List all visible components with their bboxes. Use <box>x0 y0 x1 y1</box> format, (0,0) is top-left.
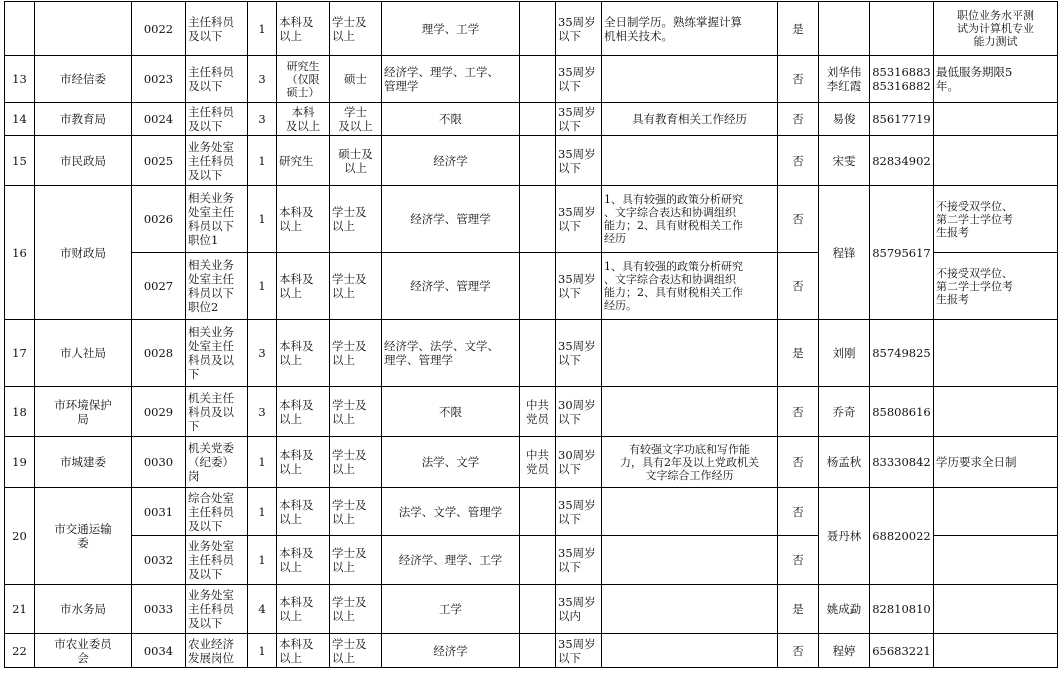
position-name: 主任科员 及以下 <box>186 2 248 56</box>
political-status <box>520 634 556 668</box>
department: 市环境保护 局 <box>35 387 132 437</box>
contact-person: 刘刚 <box>819 320 870 387</box>
political-status: 中共 党员 <box>520 437 556 488</box>
position-name: 相关业务 处室主任 科员及以 下 <box>186 320 248 387</box>
contact-person: 刘华伟 李红霞 <box>819 56 870 103</box>
other-conditions <box>602 488 778 536</box>
age-requirement: 35周岁 以内 <box>556 585 602 634</box>
contact-phone: 85617719 <box>870 103 934 136</box>
position-code: 0026 <box>132 186 186 253</box>
degree-requirement: 学士 及以上 <box>330 103 382 136</box>
education-requirement: 本科及 以上 <box>277 2 330 56</box>
other-conditions <box>602 634 778 668</box>
row-number: 21 <box>5 585 35 634</box>
contact-person: 姚成勐 <box>819 585 870 634</box>
major-requirement: 不限 <box>382 103 520 136</box>
other-conditions: 全日制学历。熟练掌握计算 机相关技术。 <box>602 2 778 56</box>
political-status <box>520 488 556 536</box>
position-name: 机关党委 （纪委） 岗 <box>186 437 248 488</box>
major-requirement: 工学 <box>382 585 520 634</box>
contact-person: 乔奇 <box>819 387 870 437</box>
major-requirement: 理学、工学 <box>382 2 520 56</box>
hiring-count: 3 <box>248 320 277 387</box>
contact-person <box>819 2 870 56</box>
position-code: 0029 <box>132 387 186 437</box>
position-name: 相关业务 处室主任 科员以下 职位2 <box>186 253 248 320</box>
hiring-count: 1 <box>248 634 277 668</box>
major-requirement: 经济学、理学、工学 <box>382 536 520 585</box>
row-number: 19 <box>5 437 35 488</box>
contact-phone: 85795617 <box>870 186 934 320</box>
row-number: 20 <box>5 488 35 585</box>
professional-exam: 是 <box>778 2 819 56</box>
degree-requirement: 学士及 以上 <box>330 536 382 585</box>
age-requirement: 30周岁 以下 <box>556 387 602 437</box>
remarks <box>934 320 1058 387</box>
major-requirement: 经济学、理学、工学、 管理学 <box>382 56 520 103</box>
hiring-count: 1 <box>248 536 277 585</box>
professional-exam: 否 <box>778 253 819 320</box>
position-name: 主任科员 及以下 <box>186 56 248 103</box>
hiring-count: 3 <box>248 56 277 103</box>
position-code: 0033 <box>132 585 186 634</box>
contact-phone: 65683221 <box>870 634 934 668</box>
remarks: 最低服务期限5 年。 <box>934 56 1058 103</box>
hiring-count: 3 <box>248 387 277 437</box>
professional-exam: 是 <box>778 320 819 387</box>
position-name: 业务处室 主任科员 及以下 <box>186 136 248 186</box>
professional-exam: 否 <box>778 634 819 668</box>
department: 市民政局 <box>35 136 132 186</box>
education-requirement: 本科及 以上 <box>277 634 330 668</box>
contact-phone: 85749825 <box>870 320 934 387</box>
age-requirement: 35周岁 以下 <box>556 103 602 136</box>
degree-requirement: 学士及 以上 <box>330 2 382 56</box>
position-name: 主任科员 及以下 <box>186 103 248 136</box>
table-row <box>5 2 1058 56</box>
professional-exam: 否 <box>778 103 819 136</box>
hiring-count: 1 <box>248 488 277 536</box>
contact-phone: 68820022 <box>870 488 934 585</box>
degree-requirement: 学士及 以上 <box>330 488 382 536</box>
political-status <box>520 320 556 387</box>
political-status <box>520 536 556 585</box>
contact-person: 杨孟秋 <box>819 437 870 488</box>
professional-exam: 否 <box>778 536 819 585</box>
remarks <box>934 136 1058 186</box>
row-number: 15 <box>5 136 35 186</box>
age-requirement: 35周岁 以下 <box>556 320 602 387</box>
contact-phone: 85316883 85316882 <box>870 56 934 103</box>
department: 市教育局 <box>35 103 132 136</box>
education-requirement: 本科及 以上 <box>277 320 330 387</box>
degree-requirement: 学士及 以上 <box>330 585 382 634</box>
degree-requirement: 学士及 以上 <box>330 437 382 488</box>
major-requirement: 经济学 <box>382 634 520 668</box>
professional-exam: 是 <box>778 585 819 634</box>
major-requirement: 经济学 <box>382 136 520 186</box>
remarks <box>934 103 1058 136</box>
position-code: 0034 <box>132 634 186 668</box>
position-code: 0030 <box>132 437 186 488</box>
other-conditions: 有较强文字功底和写作能 力，具有2年及以上党政机关 文字综合工作经历 <box>602 437 778 488</box>
department: 市水务局 <box>35 585 132 634</box>
remarks: 不接受双学位、 第二学士学位考 生报考 <box>934 186 1058 253</box>
professional-exam: 否 <box>778 437 819 488</box>
table-row <box>5 634 1058 668</box>
professional-exam: 否 <box>778 387 819 437</box>
remarks <box>934 387 1058 437</box>
position-code: 0022 <box>132 2 186 56</box>
table-row <box>5 136 1058 186</box>
row-number: 13 <box>5 56 35 103</box>
position-code: 0028 <box>132 320 186 387</box>
table-row <box>5 488 1058 536</box>
recruitment-table <box>4 1 1058 668</box>
row-number: 22 <box>5 634 35 668</box>
hiring-count: 3 <box>248 103 277 136</box>
table-row <box>5 56 1058 103</box>
age-requirement: 35周岁 以下 <box>556 253 602 320</box>
contact-phone: 85808616 <box>870 387 934 437</box>
row-number <box>5 2 35 56</box>
degree-requirement: 学士及 以上 <box>330 634 382 668</box>
position-name: 农业经济 发展岗位 <box>186 634 248 668</box>
other-conditions <box>602 585 778 634</box>
age-requirement: 35周岁 以下 <box>556 2 602 56</box>
hiring-count: 1 <box>248 437 277 488</box>
other-conditions <box>602 387 778 437</box>
position-code: 0027 <box>132 253 186 320</box>
hiring-count: 1 <box>248 186 277 253</box>
age-requirement: 30周岁 以下 <box>556 437 602 488</box>
department: 市人社局 <box>35 320 132 387</box>
age-requirement: 35周岁 以下 <box>556 488 602 536</box>
political-status <box>520 103 556 136</box>
education-requirement: 本科及 以上 <box>277 186 330 253</box>
position-code: 0025 <box>132 136 186 186</box>
department: 市经信委 <box>35 56 132 103</box>
row-number: 18 <box>5 387 35 437</box>
position-code: 0031 <box>132 488 186 536</box>
political-status <box>520 2 556 56</box>
political-status <box>520 136 556 186</box>
contact-phone: 82834902 <box>870 136 934 186</box>
education-requirement: 本科及 以上 <box>277 585 330 634</box>
education-requirement: 本科及 以上 <box>277 536 330 585</box>
position-code: 0032 <box>132 536 186 585</box>
table-row <box>5 103 1058 136</box>
degree-requirement: 硕士及 以上 <box>330 136 382 186</box>
remarks: 职位业务水平测 试为计算机专业 能力测试 <box>934 2 1058 56</box>
table-row <box>5 437 1058 488</box>
major-requirement: 经济学、管理学 <box>382 186 520 253</box>
education-requirement: 研究生 （仅限 硕士） <box>277 56 330 103</box>
remarks <box>934 634 1058 668</box>
other-conditions: 具有教育相关工作经历 <box>602 103 778 136</box>
table-row <box>5 387 1058 437</box>
position-name: 业务处室 主任科员 及以下 <box>186 585 248 634</box>
degree-requirement: 学士及 以上 <box>330 320 382 387</box>
department: 市城建委 <box>35 437 132 488</box>
age-requirement: 35周岁 以下 <box>556 136 602 186</box>
age-requirement: 35周岁 以下 <box>556 186 602 253</box>
remarks <box>934 488 1058 536</box>
table-row <box>5 585 1058 634</box>
professional-exam: 否 <box>778 56 819 103</box>
department: 市农业委员 会 <box>35 634 132 668</box>
position-name: 综合处室 主任科员 及以下 <box>186 488 248 536</box>
political-status <box>520 56 556 103</box>
hiring-count: 1 <box>248 2 277 56</box>
degree-requirement: 学士及 以上 <box>330 253 382 320</box>
contact-phone: 82810810 <box>870 585 934 634</box>
position-code: 0024 <box>132 103 186 136</box>
political-status: 中共 党员 <box>520 387 556 437</box>
table-row <box>5 320 1058 387</box>
contact-person: 宋雯 <box>819 136 870 186</box>
row-number: 14 <box>5 103 35 136</box>
other-conditions <box>602 320 778 387</box>
position-name: 机关主任 科员及以 下 <box>186 387 248 437</box>
degree-requirement: 学士及 以上 <box>330 186 382 253</box>
professional-exam: 否 <box>778 186 819 253</box>
contact-person: 程婷 <box>819 634 870 668</box>
remarks <box>934 536 1058 585</box>
professional-exam: 否 <box>778 488 819 536</box>
department: 市交通运输 委 <box>35 488 132 585</box>
table-row <box>5 186 1058 253</box>
department: 市财政局 <box>35 186 132 320</box>
other-conditions <box>602 536 778 585</box>
education-requirement: 研究生 <box>277 136 330 186</box>
political-status <box>520 585 556 634</box>
remarks: 不接受双学位、 第二学士学位考 生报考 <box>934 253 1058 320</box>
major-requirement: 经济学、法学、文学、 理学、管理学 <box>382 320 520 387</box>
major-requirement: 法学、文学、管理学 <box>382 488 520 536</box>
major-requirement: 不限 <box>382 387 520 437</box>
education-requirement: 本科及 以上 <box>277 437 330 488</box>
degree-requirement: 硕士 <box>330 56 382 103</box>
row-number: 17 <box>5 320 35 387</box>
remarks: 学历要求全日制 <box>934 437 1058 488</box>
position-code: 0023 <box>132 56 186 103</box>
professional-exam: 否 <box>778 136 819 186</box>
education-requirement: 本科及 以上 <box>277 488 330 536</box>
age-requirement: 35周岁 以下 <box>556 634 602 668</box>
contact-person: 易俊 <box>819 103 870 136</box>
age-requirement: 35周岁 以下 <box>556 536 602 585</box>
other-conditions: 1、具有较强的政策分析研究 、文字综合表达和协调组织 能力；2、具有财税相关工作 经历 <box>602 186 778 253</box>
major-requirement: 经济学、管理学 <box>382 253 520 320</box>
remarks <box>934 585 1058 634</box>
education-requirement: 本科及 以上 <box>277 253 330 320</box>
hiring-count: 1 <box>248 253 277 320</box>
hiring-count: 1 <box>248 136 277 186</box>
hiring-count: 4 <box>248 585 277 634</box>
education-requirement: 本科及 以上 <box>277 387 330 437</box>
contact-phone: 83330842 <box>870 437 934 488</box>
education-requirement: 本科 及以上 <box>277 103 330 136</box>
position-name: 业务处室 主任科员 及以下 <box>186 536 248 585</box>
degree-requirement: 学士及 以上 <box>330 387 382 437</box>
department <box>35 2 132 56</box>
position-name: 相关业务 处室主任 科员以下 职位1 <box>186 186 248 253</box>
row-number: 16 <box>5 186 35 320</box>
political-status <box>520 186 556 253</box>
major-requirement: 法学、文学 <box>382 437 520 488</box>
other-conditions <box>602 136 778 186</box>
contact-person: 聂丹林 <box>819 488 870 585</box>
political-status <box>520 253 556 320</box>
other-conditions <box>602 56 778 103</box>
contact-person: 程锋 <box>819 186 870 320</box>
age-requirement: 35周岁 以下 <box>556 56 602 103</box>
other-conditions: 1、具有较强的政策分析研究 、文字综合表达和协调组织 能力；2、具有财税相关工作 经历。 <box>602 253 778 320</box>
contact-phone <box>870 2 934 56</box>
